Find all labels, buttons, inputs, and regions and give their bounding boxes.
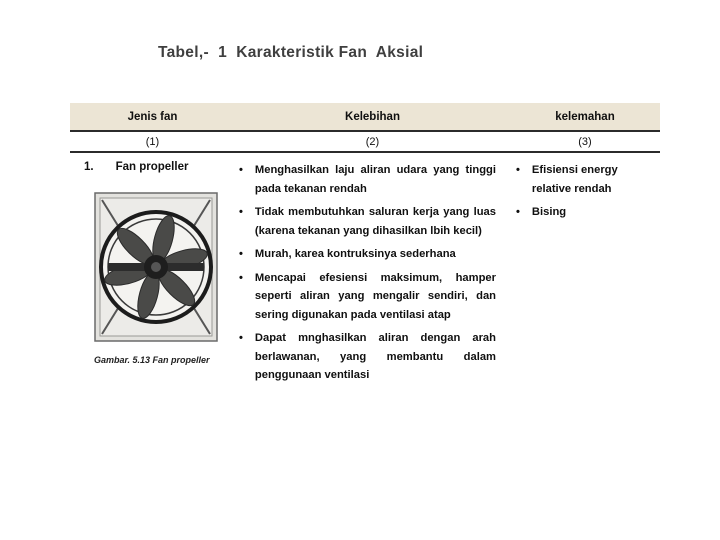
cell-kelebihan: [235, 161, 510, 390]
col-number-1: (1): [145, 135, 160, 148]
kelemahan-item: Efisiensi energy relative rendah: [531, 164, 618, 195]
table-header-row: [70, 103, 660, 132]
bullet-icon: •: [516, 164, 520, 176]
bullet-icon: •: [239, 271, 243, 284]
fan-propeller-image: [94, 187, 218, 347]
bullet-icon: •: [239, 164, 243, 176]
bullet-icon: •: [239, 206, 243, 218]
column-number-row: [70, 132, 660, 153]
list-item: [516, 161, 656, 198]
bullet-icon: •: [239, 248, 243, 260]
list-item: [239, 203, 496, 240]
figure-caption: Gambar. 5.13 Fan propeller: [94, 355, 210, 365]
fan-type-label: Fan propeller: [115, 161, 189, 173]
list-item: [239, 329, 496, 385]
kelebihan-item: Tidak membutuhkan saluran kerja yang luas (karena tekanan yang dihasilkan lbih kecil): [254, 206, 496, 237]
kelebihan-item: Mencapai efesiensi maksimum, hamper seperti aliran yang mengalir sendiri, dan sering digunakan pada ventilasi atap: [254, 271, 496, 321]
kelebihan-item: Murah, karea kontruksinya sederhana: [254, 248, 456, 260]
fan-figure: [94, 187, 218, 365]
col-number-3: (3): [578, 135, 592, 148]
list-item: [239, 245, 496, 264]
row-index: 1.: [84, 161, 94, 173]
cell-kelemahan: [510, 161, 660, 227]
list-item: [239, 161, 496, 198]
list-item: [516, 203, 656, 222]
cell-jenis-fan: [70, 161, 235, 365]
header-kelemahan: kelemahan: [555, 110, 615, 123]
table-row: [70, 153, 660, 390]
header-kelebihan: Kelebihan: [345, 110, 400, 123]
col-number-2: (2): [365, 135, 380, 148]
kelebihan-item: Menghasilkan laju aliran udara yang tinggi pada tekanan rendah: [254, 164, 496, 195]
bullet-icon: •: [516, 206, 520, 218]
header-jenis-fan: Jenis fan: [127, 110, 178, 123]
bullet-icon: •: [239, 332, 243, 344]
kelebihan-item: Dapat mnghasilkan aliran dengan arah berlawanan, yang membantu dalam penggunaan ventilasi: [254, 332, 496, 381]
page-title: Tabel,- 1 Karakteristik Fan Aksial: [158, 44, 424, 61]
kelemahan-item: Bising: [531, 206, 567, 218]
list-item: [239, 269, 496, 325]
fan-characteristics-table: [70, 103, 660, 390]
